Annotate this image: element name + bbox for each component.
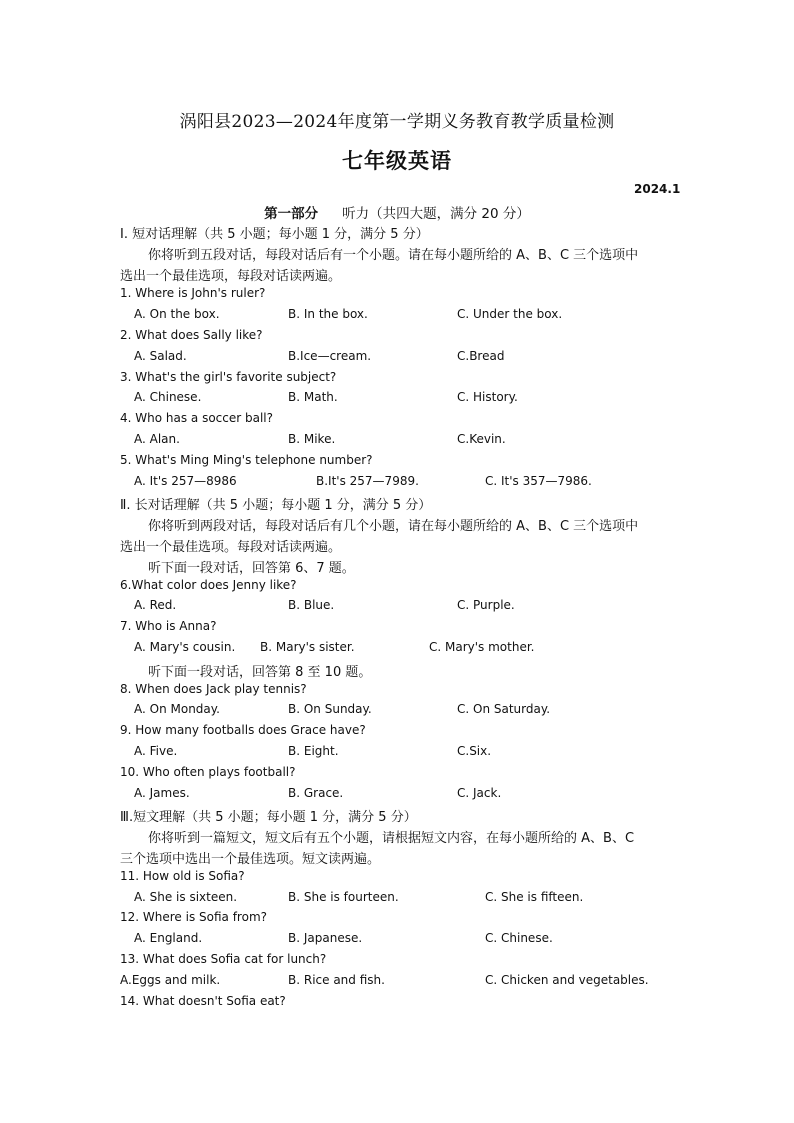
question-7: 7. Who is Anna? [120, 619, 217, 633]
question-2-option-a: A. Salad. [134, 349, 187, 363]
section-1-heading: I. 短对话理解（共 5 小题；每小题 1 分，满分 5 分） [120, 227, 429, 242]
section-2-sub-note-1: 听下面一段对话，回答第 6、7 题。 [148, 561, 355, 576]
question-3-option-b: B. Math. [288, 390, 338, 404]
exam-date: 2024.1 [634, 182, 681, 196]
question-12-option-a: A. England. [134, 931, 203, 945]
question-10-option-b: B. Grace. [288, 786, 344, 800]
exam-title: 涡阳县2023—2024年度第一学期义务教育教学质量检测 [179, 112, 615, 132]
question-9-option-b: B. Eight. [288, 744, 339, 758]
question-5-option-a: A. It's 257—8986 [134, 474, 237, 488]
question-7-option-b: B. Mary's sister. [260, 640, 355, 654]
question-3-option-c: C. History. [457, 390, 518, 404]
question-2: 2. What does Sally like? [120, 328, 263, 342]
question-13-option-a: A.Eggs and milk. [120, 973, 221, 987]
question-9-option-c: C.Six. [457, 744, 492, 758]
question-7-option-c: C. Mary's mother. [429, 640, 535, 654]
question-5-option-b: B.It's 257—7989. [316, 474, 419, 488]
question-10: 10. Who often plays football? [120, 765, 296, 779]
question-6-option-c: C. Purple. [457, 598, 515, 612]
question-2-option-b: B.Ice—cream. [288, 349, 372, 363]
question-1-option-b: B. In the box. [288, 307, 368, 321]
question-10-option-c: C. Jack. [457, 786, 502, 800]
question-1-option-c: C. Under the box. [457, 307, 563, 321]
exam-subject-title: 七年级英语 [342, 148, 452, 173]
section-3-instruction-line2: 三个选项中选出一个最佳选项。短文读两遍。 [120, 852, 381, 867]
section-2-instruction-line2: 选出一个最佳选项。每段对话读两遍。 [120, 540, 342, 555]
question-13-option-b: B. Rice and fish. [288, 973, 385, 987]
question-8: 8. When does Jack play tennis? [120, 682, 307, 696]
question-10-option-a: A. James. [134, 786, 190, 800]
question-11: 11. How old is Sofia? [120, 869, 245, 883]
section-2-sub-note-2: 听下面一段对话，回答第 8 至 10 题。 [148, 665, 372, 680]
question-8-option-b: B. On Sunday. [288, 702, 372, 716]
question-4-option-c: C.Kevin. [457, 432, 506, 446]
question-12-option-b: B. Japanese. [288, 931, 363, 945]
question-13: 13. What does Sofia cat for lunch? [120, 952, 327, 966]
question-4: 4. Who has a soccer ball? [120, 411, 274, 425]
question-7-option-a: A. Mary's cousin. [134, 640, 236, 654]
question-13-option-c: C. Chicken and vegetables. [485, 973, 649, 987]
question-8-option-a: A. On Monday. [134, 702, 220, 716]
question-6: 6.What color does Jenny like? [120, 578, 297, 592]
question-5: 5. What's Ming Ming's telephone number? [120, 453, 373, 467]
question-8-option-c: C. On Saturday. [457, 702, 551, 716]
section-1-instruction-line1: 你将听到五段对话，每段对话后有一个小题。请在每小题所给的 A、B、C 三个选项中 [148, 248, 639, 263]
question-9-option-a: A. Five. [134, 744, 178, 758]
question-9: 9. How many footballs does Grace have? [120, 723, 366, 737]
section-1-instruction-line2: 选出一个最佳选项，每段对话读两遍。 [120, 269, 342, 284]
question-5-option-c: C. It's 357—7986. [485, 474, 592, 488]
part1-title: 第一部分 [264, 206, 319, 222]
question-11-option-c: C. She is fifteen. [485, 890, 584, 904]
section-2-heading: Ⅱ. 长对话理解（共 5 小题；每小题 1 分，满分 5 分） [120, 498, 432, 513]
question-3: 3. What's the girl's favorite subject? [120, 370, 337, 384]
question-1-option-a: A. On the box. [134, 307, 220, 321]
question-6-option-b: B. Blue. [288, 598, 335, 612]
question-11-option-a: A. She is sixteen. [134, 890, 238, 904]
question-12: 12. Where is Sofia from? [120, 910, 267, 924]
question-6-option-a: A. Red. [134, 598, 177, 612]
section-3-heading: Ⅲ.短文理解（共 5 小题；每小题 1 分，满分 5 分） [120, 810, 417, 825]
part1-subtitle: 听力（共四大题，满分 20 分） [342, 206, 530, 222]
question-4-option-a: A. Alan. [134, 432, 180, 446]
question-14: 14. What doesn't Sofia eat? [120, 994, 286, 1008]
question-11-option-b: B. She is fourteen. [288, 890, 399, 904]
question-12-option-c: C. Chinese. [485, 931, 553, 945]
question-1: 1. Where is John's ruler? [120, 286, 266, 300]
question-3-option-a: A. Chinese. [134, 390, 202, 404]
part1-heading [0, 202, 794, 222]
question-4-option-b: B. Mike. [288, 432, 336, 446]
question-2-option-c: C.Bread [457, 349, 505, 363]
section-2-instruction-line1: 你将听到两段对话，每段对话后有几个小题，请在每小题所给的 A、B、C 三个选项中 [148, 519, 639, 534]
section-3-instruction-line1: 你将听到一篇短文，短文后有五个小题，请根据短文内容，在每小题所给的 A、B、C [148, 831, 635, 846]
